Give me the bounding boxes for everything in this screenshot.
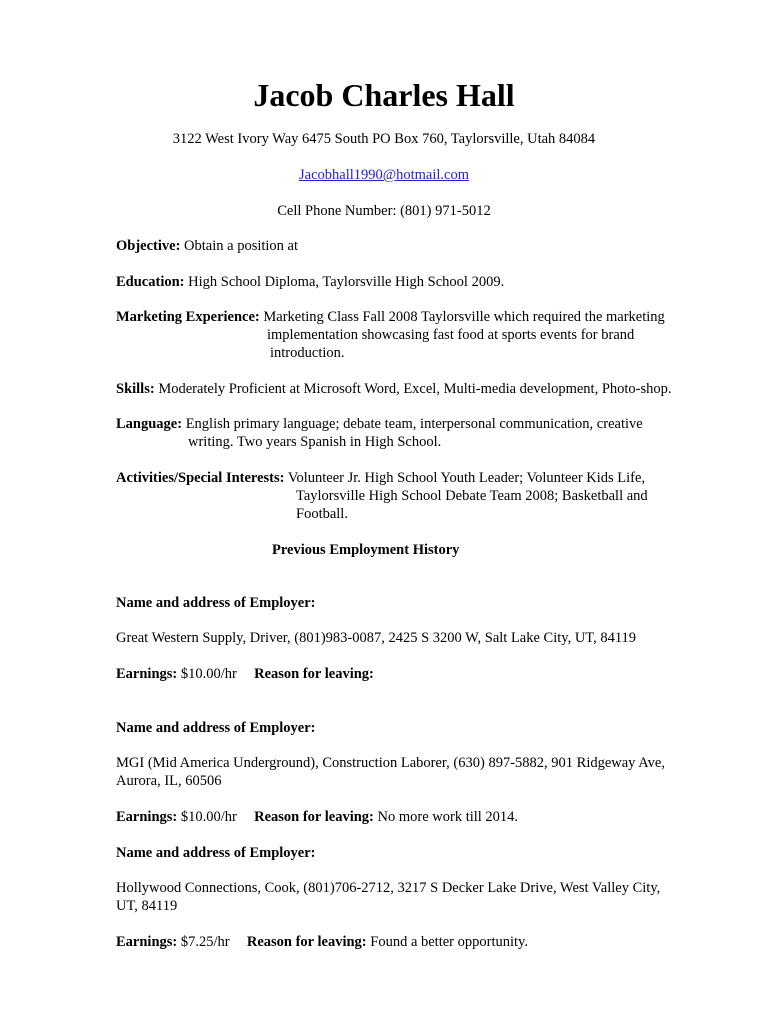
employer-3-label: Name and address of Employer: xyxy=(116,845,316,861)
earnings-label: Earnings: xyxy=(116,934,178,950)
employer-3-details-2: UT, 84119 xyxy=(116,898,178,914)
employer-2-details-1: MGI (Mid America Underground), Construction Laborer, (630) 897-5882, 901 Ridgeway Ave, xyxy=(116,755,665,771)
employment-heading: Previous Employment History xyxy=(272,542,460,558)
earnings-value: $7.25/hr xyxy=(180,934,230,950)
activities-label: Activities/Special Interests: xyxy=(116,470,285,486)
reason-value: Found a better opportunity. xyxy=(370,934,528,950)
language-text-1: English primary language; debate team, interpersonal communication, creative xyxy=(185,416,643,432)
activities-text-2: Taylorsville High School Debate Team 2008; Basketball and xyxy=(296,488,648,504)
marketing-text-1: Marketing Class Fall 2008 Taylorsville which required the marketing xyxy=(263,309,665,325)
employer-2-earnings-line xyxy=(116,808,518,826)
language-text-2: writing. Two years Spanish in High School. xyxy=(188,434,442,450)
resume-name: Jacob Charles Hall xyxy=(253,77,515,113)
marketing-line-1 xyxy=(116,308,665,326)
marketing-text-3: introduction. xyxy=(270,345,345,361)
education-line xyxy=(116,273,504,291)
marketing-text-2: implementation showcasing fast food at sports events for brand xyxy=(267,327,635,343)
reason-label: Reason for leaving: xyxy=(254,666,374,682)
skills-line xyxy=(116,380,672,398)
activities-text-3: Football. xyxy=(296,506,348,522)
education-label: Education: xyxy=(116,274,185,290)
email-link[interactable]: Jacobhall1990@hotmail.com xyxy=(299,167,469,183)
earnings-value: $10.00/hr xyxy=(180,809,237,825)
employer-1-label: Name and address of Employer: xyxy=(116,595,316,611)
language-label: Language: xyxy=(116,416,183,432)
objective-label: Objective: xyxy=(116,238,181,254)
education-text: High School Diploma, Taylorsville High School 2009. xyxy=(188,274,505,290)
employer-1-details: Great Western Supply, Driver, (801)983-0087, 2425 S 3200 W, Salt Lake City, UT, 84119 xyxy=(116,630,637,646)
earnings-value: $10.00/hr xyxy=(180,666,237,682)
reason-label: Reason for leaving: xyxy=(246,934,367,950)
reason-value: No more work till 2014. xyxy=(377,809,519,825)
employer-3-details-1: Hollywood Connections, Cook, (801)706-2712, 3217 S Decker Lake Drive, West Valley City, xyxy=(116,880,661,896)
employer-2-details-2: Aurora, IL, 60506 xyxy=(116,773,222,789)
objective-text: Obtain a position at xyxy=(184,238,299,254)
marketing-label: Marketing Experience: xyxy=(116,309,260,325)
language-line-1 xyxy=(116,415,643,433)
skills-label: Skills: xyxy=(116,381,155,397)
address-line: 3122 West Ivory Way 6475 South PO Box 760, Taylorsville, Utah 84084 xyxy=(172,131,596,147)
employer-3-earnings-line xyxy=(116,933,528,951)
employer-2-label: Name and address of Employer: xyxy=(116,720,316,736)
activities-line-1 xyxy=(116,469,645,487)
objective-line xyxy=(116,237,298,255)
activities-text-1: Volunteer Jr. High School Youth Leader; Volunteer Kids Life, xyxy=(287,470,646,486)
skills-text: Moderately Proficient at Microsoft Word, Excel, Multi-media development, Photo-shop. xyxy=(158,381,672,397)
email-line xyxy=(0,166,768,184)
employer-1-earnings-line xyxy=(116,665,374,683)
phone-line: Cell Phone Number: (801) 971-5012 xyxy=(277,203,491,219)
earnings-label: Earnings: xyxy=(116,666,178,682)
earnings-label: Earnings: xyxy=(116,809,178,825)
reason-label: Reason for leaving: xyxy=(254,809,374,825)
